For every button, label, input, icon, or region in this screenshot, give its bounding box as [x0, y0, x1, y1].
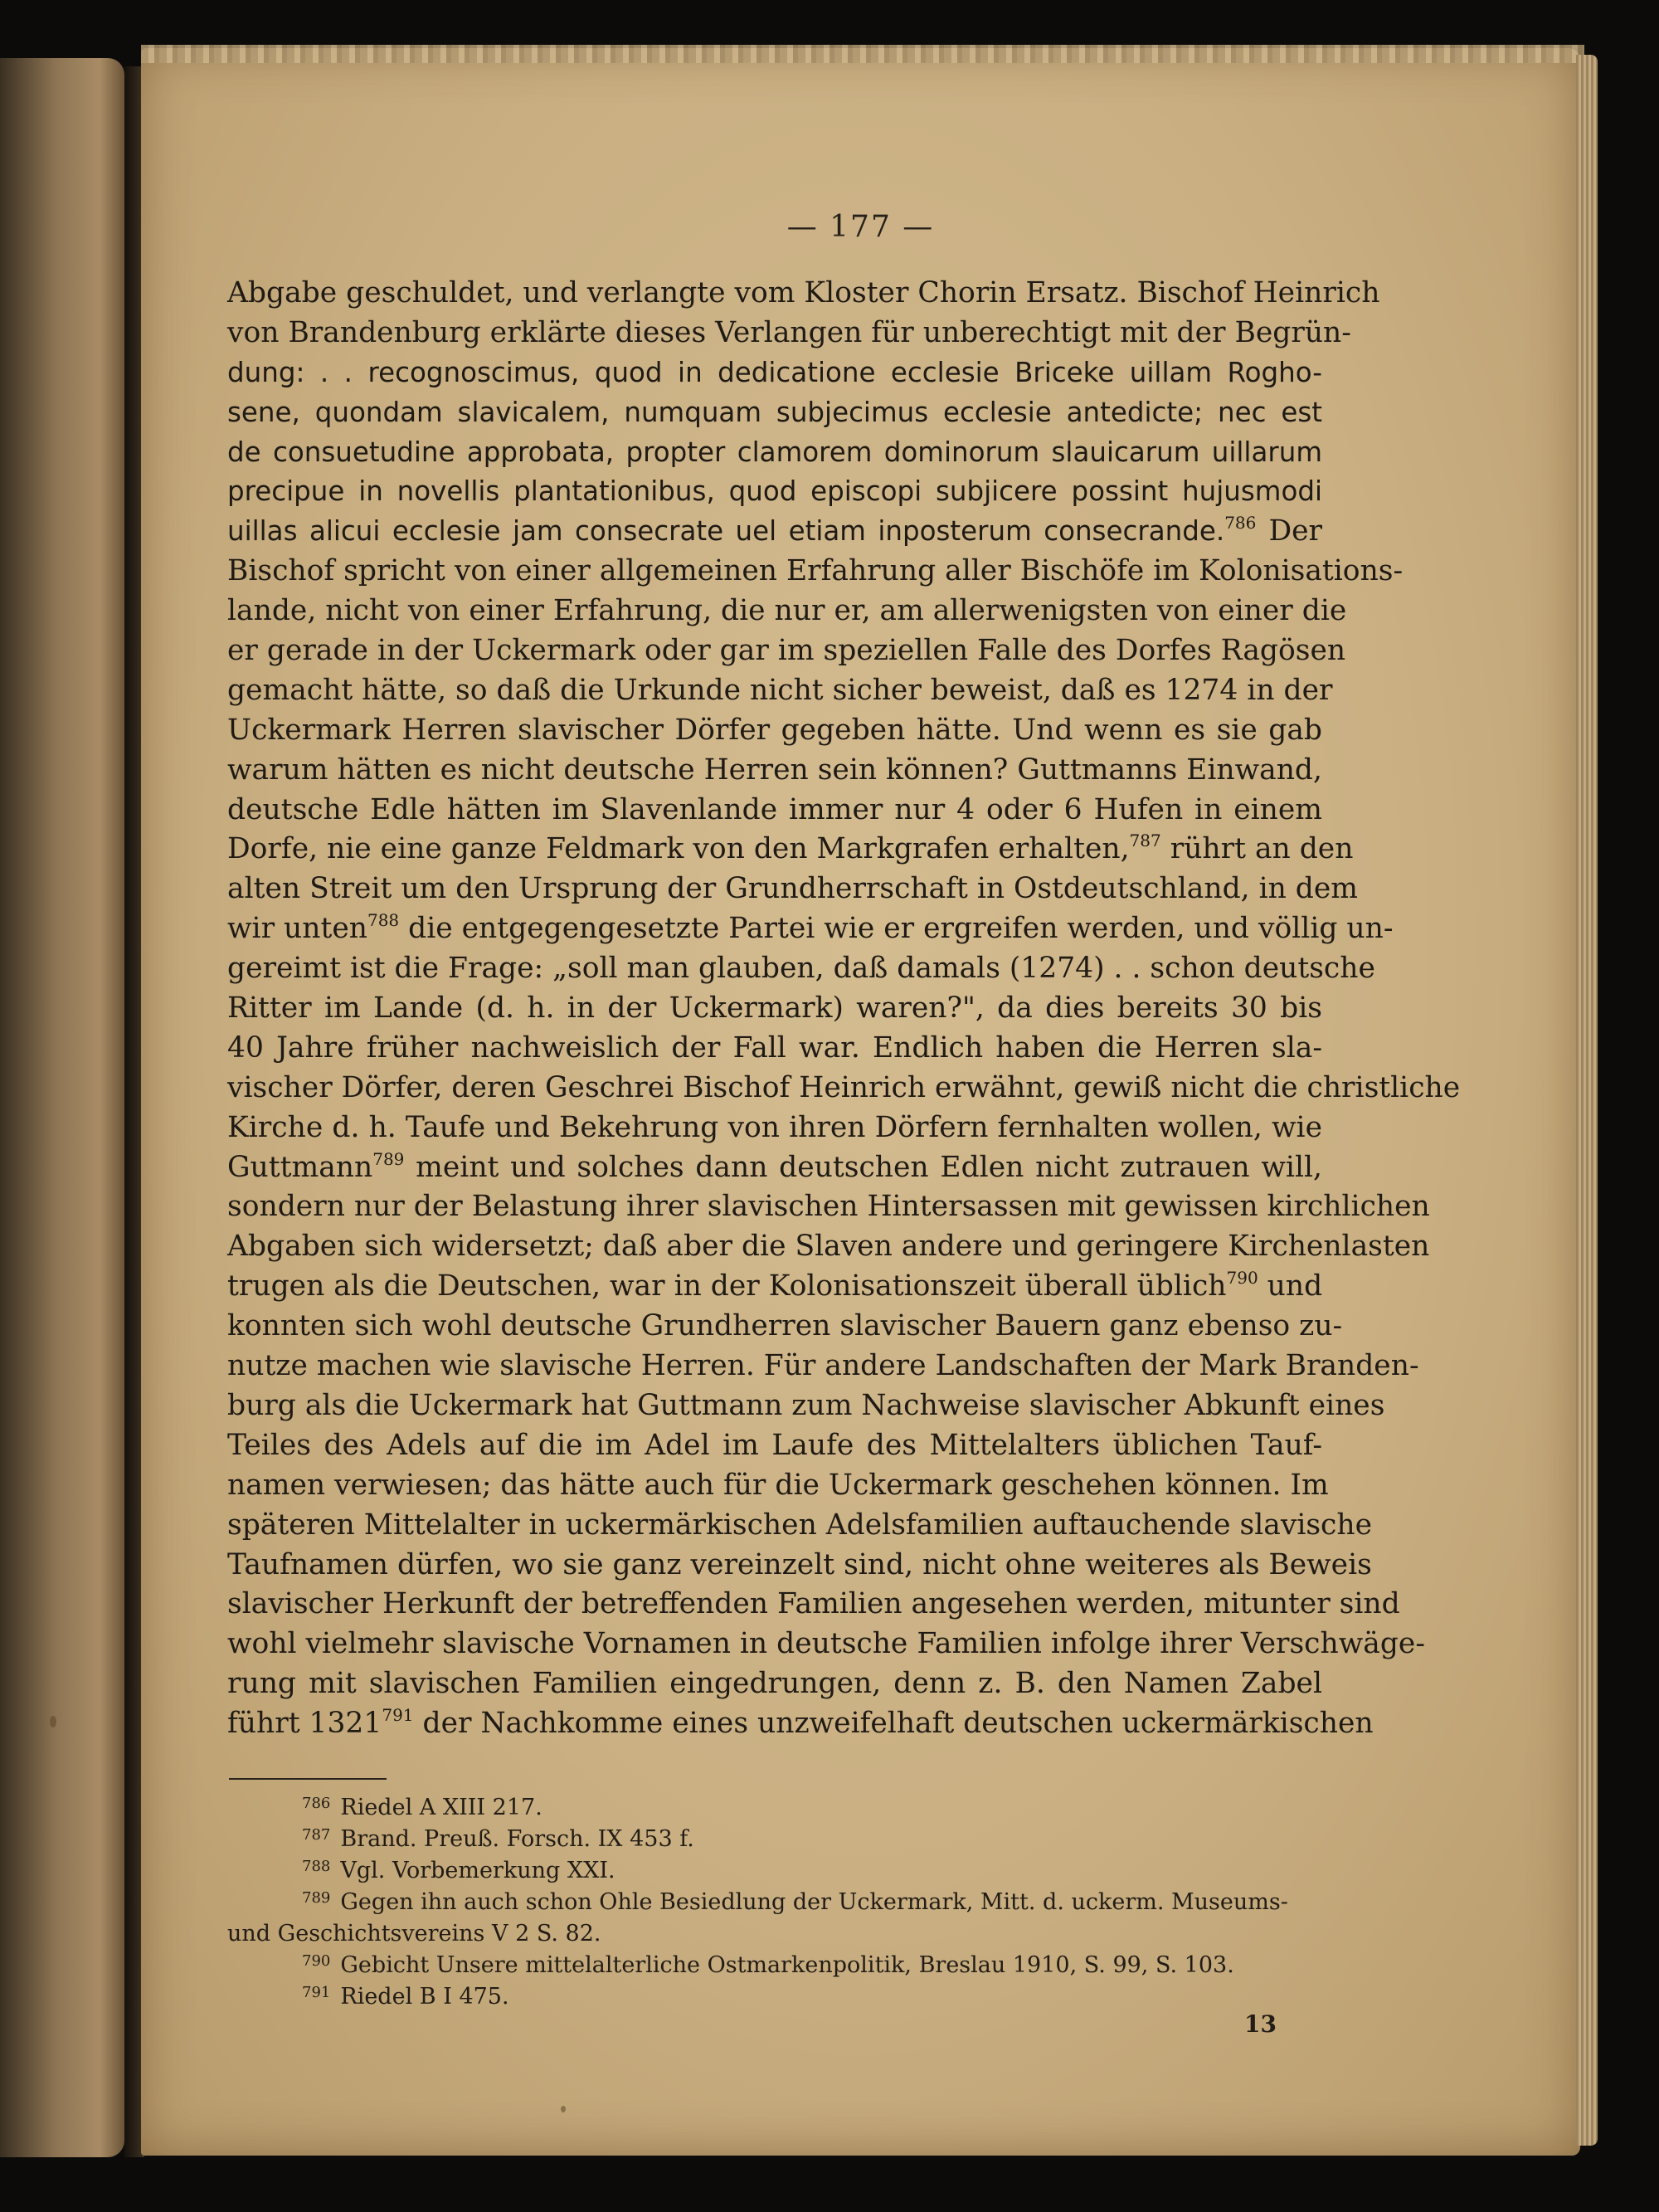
text-line	[227, 512, 1322, 552]
text-fragment: führt 1321	[227, 1707, 382, 1741]
footnote-ref: 788	[367, 910, 400, 931]
text-line: Teiles des Adels auf die im Adel im Laufe des Mittelalters üblichen Tauf-	[227, 1428, 1322, 1462]
text-line: konnten sich wohl deutsche Grundherren slavischer Bauern ganz ebenso zu-	[227, 1309, 1343, 1343]
ink-spot	[50, 1716, 56, 1727]
text-fragment: und	[1267, 1269, 1323, 1303]
footnote	[227, 1792, 1339, 1824]
text-line: sondern nur der Belastung ihrer slavischen Hintersassen mit gewissen kirchlichen	[227, 1190, 1430, 1224]
footnote-ref: 791	[382, 1705, 414, 1726]
signature-mark: 13	[1244, 2010, 1277, 2038]
text-line	[227, 909, 1394, 949]
page-top-edge	[141, 45, 1584, 63]
text-line: namen verwiesen; das hätte auch für die Uckermark geschehen können. Im	[227, 1468, 1329, 1502]
text-fragment: Dorfe, nie eine ganze Feldmark von den Markgrafen erhalten,	[227, 832, 1130, 866]
text-line: gereimt ist die Frage: „soll man glauben, daß damals (1274) . . schon deutsche	[227, 952, 1375, 986]
ink-spot	[561, 2106, 566, 2112]
footnote-number: 786	[302, 1795, 331, 1812]
footnote-text: Riedel B I 475.	[340, 1984, 509, 2010]
footnote	[227, 1887, 1339, 1918]
page-fore-edge	[1576, 55, 1598, 2146]
footnote-text: Vgl. Vorbemerkung XXI.	[340, 1858, 615, 1883]
text-line	[227, 1267, 1322, 1307]
footnote-ref: 786	[1224, 513, 1257, 534]
footnote-rule	[229, 1778, 387, 1780]
text-line: nutze machen wie slavische Herren. Für andere Landschaften der Mark Branden-	[227, 1349, 1419, 1383]
footnote-text: und Geschichtsvereins V 2 S. 82.	[227, 1921, 601, 1946]
text-line: warum hätten es nicht deutsche Herren sein können? Guttmanns Einwand,	[227, 753, 1322, 787]
text-line: Uckermark Herren slavischer Dörfer gegeben hätte. Und wenn es sie gab	[227, 713, 1322, 747]
footnote-text: Gegen ihn auch schon Ohle Besiedlung der Uckermark, Mitt. d. uckerm. Museums-	[340, 1889, 1288, 1915]
text-line: Abgaben sich widersetzt; daß aber die Slaven andere und geringere Kirchenlasten	[227, 1230, 1430, 1264]
body-text	[227, 274, 1461, 1744]
footnote-continuation	[227, 1918, 1339, 1950]
text-line	[227, 1704, 1374, 1744]
text-fragment: wir unten	[227, 912, 367, 946]
text-fragment: Der	[1268, 514, 1323, 548]
footnote	[227, 1981, 1339, 2013]
text-fragment: meint und solches dann deutschen Edlen nicht zutrauen will,	[416, 1150, 1322, 1184]
page-number: — 177 —	[786, 210, 935, 244]
text-line: de consuetudine approbata, propter clamorem dominorum slauicarum uillarum	[227, 436, 1322, 468]
footnote	[227, 1824, 1339, 1855]
text-line: wohl vielmehr slavische Vornamen in deutsche Familien infolge ihrer Verschwäge-	[227, 1627, 1425, 1661]
footnotes	[227, 1792, 1339, 2013]
text-line: Bischof spricht von einer allgemeinen Erfahrung aller Bischöfe im Kolonisations-	[227, 554, 1404, 588]
text-line	[227, 830, 1354, 870]
footnote-text: Gebicht Unsere mittelalterliche Ostmarkenpolitik, Breslau 1910, S. 99, S. 103.	[340, 1952, 1234, 1978]
text-line: späteren Mittelalter in uckermärkischen Adelsfamilien auftauchende slavische	[227, 1508, 1373, 1542]
text-line: vischer Dörfer, deren Geschrei Bischof Heinrich erwähnt, gewiß nicht die christliche	[227, 1070, 1461, 1104]
text-line: Ritter im Lande (d. h. in der Uckermark) waren?", da dies bereits 30 bis	[227, 992, 1322, 1026]
text-line: burg als die Uckermark hat Guttmann zum Nachweise slavischer Abkunft eines	[227, 1388, 1385, 1422]
text-fragment: trugen als die Deutschen, war in der Kolonisationszeit überall üblich	[227, 1269, 1227, 1303]
footnote-ref: 789	[372, 1148, 405, 1169]
footnote-ref: 790	[1226, 1268, 1258, 1289]
text-line: von Brandenburg erklärte dieses Verlangen für unberechtigt mit der Begrün-	[227, 315, 1351, 349]
footnote-number: 790	[302, 1952, 331, 1970]
footnote-number: 788	[302, 1858, 331, 1875]
text-line: sene, quondam slavicalem, numquam subjecimus ecclesie antedicte; nec est	[227, 396, 1322, 428]
text-line: dung: . . recognoscimus, quod in dedicatione ecclesie Briceke uillam Rogho-	[227, 356, 1322, 388]
left-page-edge	[0, 58, 124, 2157]
text-fragment: der Nachkomme eines unzweifelhaft deutschen uckermärkischen	[422, 1707, 1374, 1741]
text-line: gemacht hätte, so daß die Urkunde nicht sicher beweist, daß es 1274 in der	[227, 673, 1333, 707]
text-line: Taufnamen dürfen, wo sie ganz vereinzelt sind, nicht ohne weiteres als Beweis	[227, 1547, 1372, 1581]
text-line: Abgabe geschuldet, und verlangte vom Kloster Chorin Ersatz. Bischof Heinrich	[227, 276, 1380, 309]
text-line: Kirche d. h. Taufe und Bekehrung von ihren Dörfern fernhalten wollen, wie	[227, 1110, 1322, 1144]
text-fragment: rührt an den	[1170, 832, 1354, 866]
footnote-number: 787	[302, 1826, 331, 1844]
text-fragment: Guttmann	[227, 1150, 373, 1184]
text-line: precipue in novellis plantationibus, quod episcopi subjicere possint hujusmodi	[227, 475, 1322, 508]
footnote-text: Riedel A XIII 217.	[340, 1795, 542, 1820]
footnote-number: 789	[302, 1889, 331, 1907]
text-line	[227, 1148, 1322, 1188]
text-fragment: die entgegengesetzte Partei wie er ergreifen werden, und völlig un-	[408, 912, 1394, 946]
text-line: lande, nicht von einer Erfahrung, die nur er, am allerwenigsten von einer die	[227, 594, 1347, 628]
text-line: 40 Jahre früher nachweislich der Fall war. Endlich haben die Herren sla-	[227, 1030, 1322, 1065]
text-fragment: uillas alicui ecclesie jam consecrate uel etiam inposterum consecrande.	[227, 515, 1225, 548]
book-page	[141, 48, 1580, 2156]
text-line: rung mit slavischen Familien eingedrungen, denn z. B. den Namen Zabel	[227, 1667, 1322, 1701]
footnote-text: Brand. Preuß. Forsch. IX 453 f.	[340, 1826, 694, 1852]
text-line: slavischer Herkunft der betreffenden Familien angesehen werden, mitunter sind	[227, 1587, 1400, 1621]
text-line: er gerade in der Uckermark oder gar im speziellen Falle des Dorfes Ragösen	[227, 634, 1346, 668]
text-line: alten Streit um den Ursprung der Grundherrschaft in Ostdeutschland, in dem	[227, 872, 1359, 906]
footnote-ref: 787	[1129, 831, 1161, 851]
footnote	[227, 1950, 1339, 1981]
footnote-number: 791	[302, 1984, 331, 2001]
text-line: deutsche Edle hätten im Slavenlande immer nur 4 oder 6 Hufen in einem	[227, 792, 1322, 826]
footnote	[227, 1855, 1339, 1887]
